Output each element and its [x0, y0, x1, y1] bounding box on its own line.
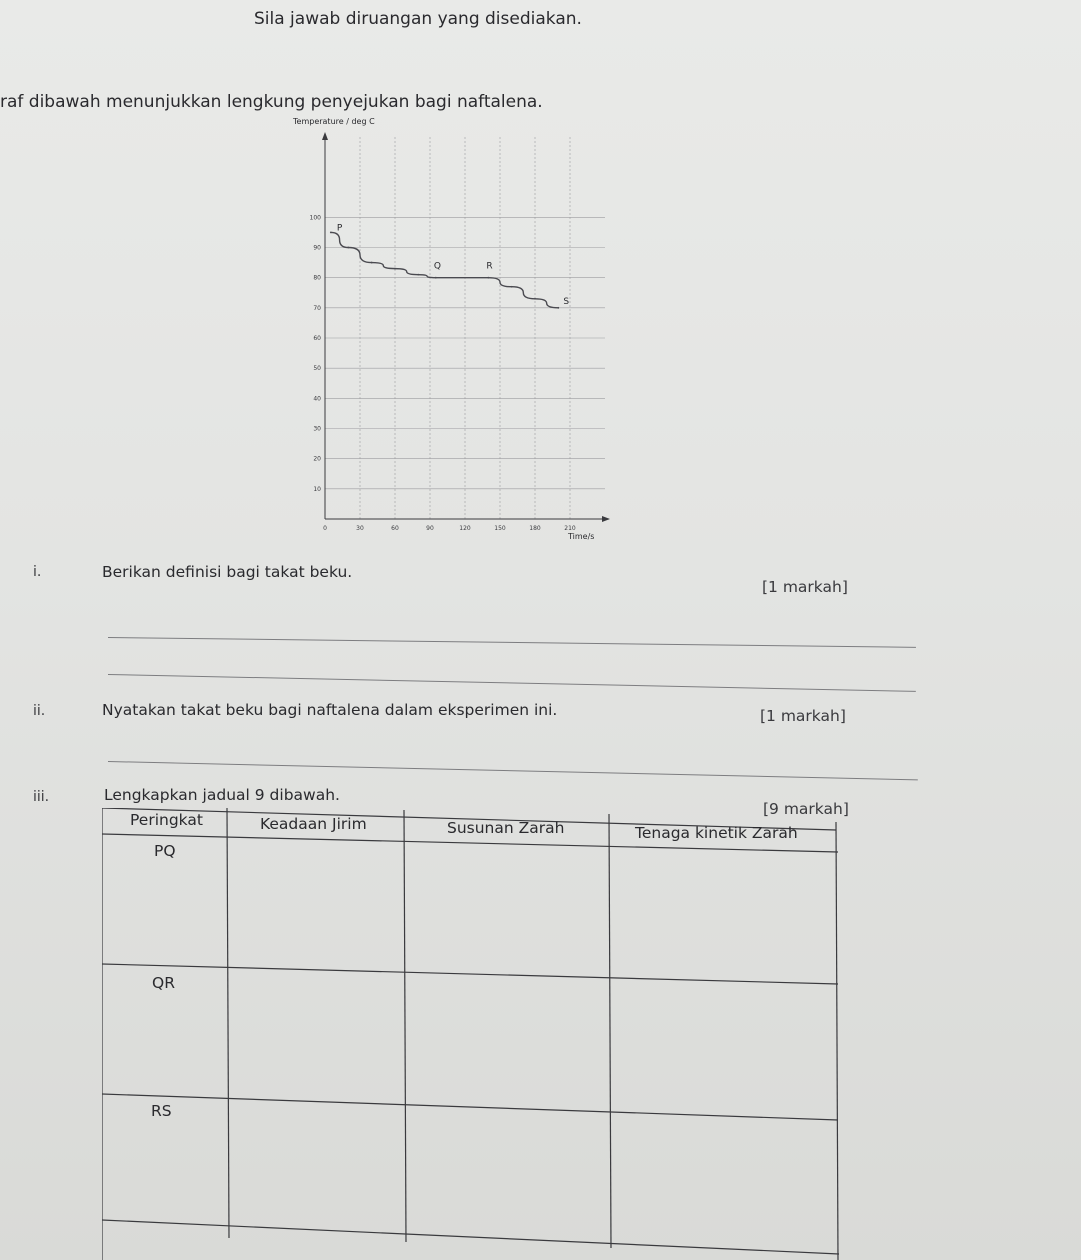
table-header-stage: Peringkat [130, 811, 203, 829]
curve-point [534, 298, 536, 300]
point-label-q: Q [433, 261, 441, 272]
graph-intro-text: raf dibawah menunjukkan lengkung penyejukan bagi naftalena. [0, 92, 543, 112]
y-tick-label: 10 [313, 485, 321, 493]
curve-point [330, 232, 332, 234]
chart-grid [325, 137, 605, 519]
y-tick-label: 30 [313, 425, 321, 433]
y-tick-label: 40 [313, 395, 321, 403]
table-header-arrangement: Susunan Zarah [447, 819, 565, 837]
curve-point [557, 307, 559, 309]
y-tick-label: 80 [313, 274, 321, 282]
table-row-label-rs: RS [151, 1102, 172, 1120]
chart-point-labels [337, 223, 570, 306]
curve-point [435, 277, 437, 279]
point-label-s: S [563, 296, 570, 307]
table-header-state: Keadaan Jirim [260, 815, 367, 833]
table-header-kinetic-energy: Tenaga kinetik Zarah [635, 824, 798, 842]
x-tick-label: 210 [564, 525, 576, 532]
y-axis-arrow [322, 132, 328, 140]
x-tick-label: 60 [391, 525, 399, 532]
cooling-curve-line [331, 232, 559, 307]
chart-axes [322, 132, 610, 522]
y-tick-label: 90 [313, 244, 321, 252]
question-1-number: i. [33, 564, 42, 580]
x-tick-label: 0 [323, 525, 327, 532]
question-3-marks: [9 markah] [763, 800, 849, 818]
table-grid-lines [102, 808, 842, 1260]
point-label-r: R [486, 261, 493, 272]
x-tick-label: 180 [529, 525, 541, 532]
answer-line-1a[interactable] [108, 637, 916, 648]
x-axis-label: Time/s [568, 532, 595, 541]
question-2-text: Nyatakan takat beku bagi naftalena dalam eksperimen ini. [102, 701, 558, 719]
question-2-number: ii. [33, 703, 46, 719]
question-1-marks: [1 markah] [762, 578, 848, 596]
chart-series [330, 232, 559, 309]
y-tick-label: 60 [313, 335, 321, 342]
answer-line-1b[interactable] [108, 674, 916, 692]
curve-point [347, 247, 349, 249]
instruction-text: Sila jawab diruangan yang disediakan. [254, 9, 582, 29]
x-tick-label: 30 [356, 525, 364, 532]
question-2-marks: [1 markah] [760, 707, 846, 725]
y-tick-label: 70 [313, 304, 321, 312]
question-3-text: Lengkapkan jadual 9 dibawah. [104, 786, 340, 804]
x-tick-label: 120 [459, 525, 471, 532]
y-tick-label: 50 [313, 365, 321, 373]
chart-ticks [310, 214, 576, 532]
y-tick-label: 100 [309, 214, 321, 222]
y-tick-label: 20 [313, 455, 321, 463]
question-3-number: iii. [33, 789, 50, 805]
answer-table [102, 808, 842, 1260]
answer-line-2[interactable] [108, 761, 918, 780]
cooling-curve-chart [285, 112, 615, 552]
curve-point [511, 286, 513, 288]
curve-point [487, 277, 489, 279]
x-tick-label: 150 [494, 525, 506, 532]
curve-point [417, 274, 419, 276]
curve-point [394, 268, 396, 270]
question-1-text: Berikan definisi bagi takat beku. [102, 563, 353, 581]
table-row-label-qr: QR [152, 974, 175, 992]
table-row-label-pq: PQ [154, 842, 176, 860]
x-tick-label: 90 [426, 525, 434, 532]
y-axis-label: Temperature / deg C [293, 117, 375, 126]
x-axis-arrow [602, 516, 610, 522]
point-label-p: P [336, 223, 343, 234]
curve-point [371, 262, 373, 264]
